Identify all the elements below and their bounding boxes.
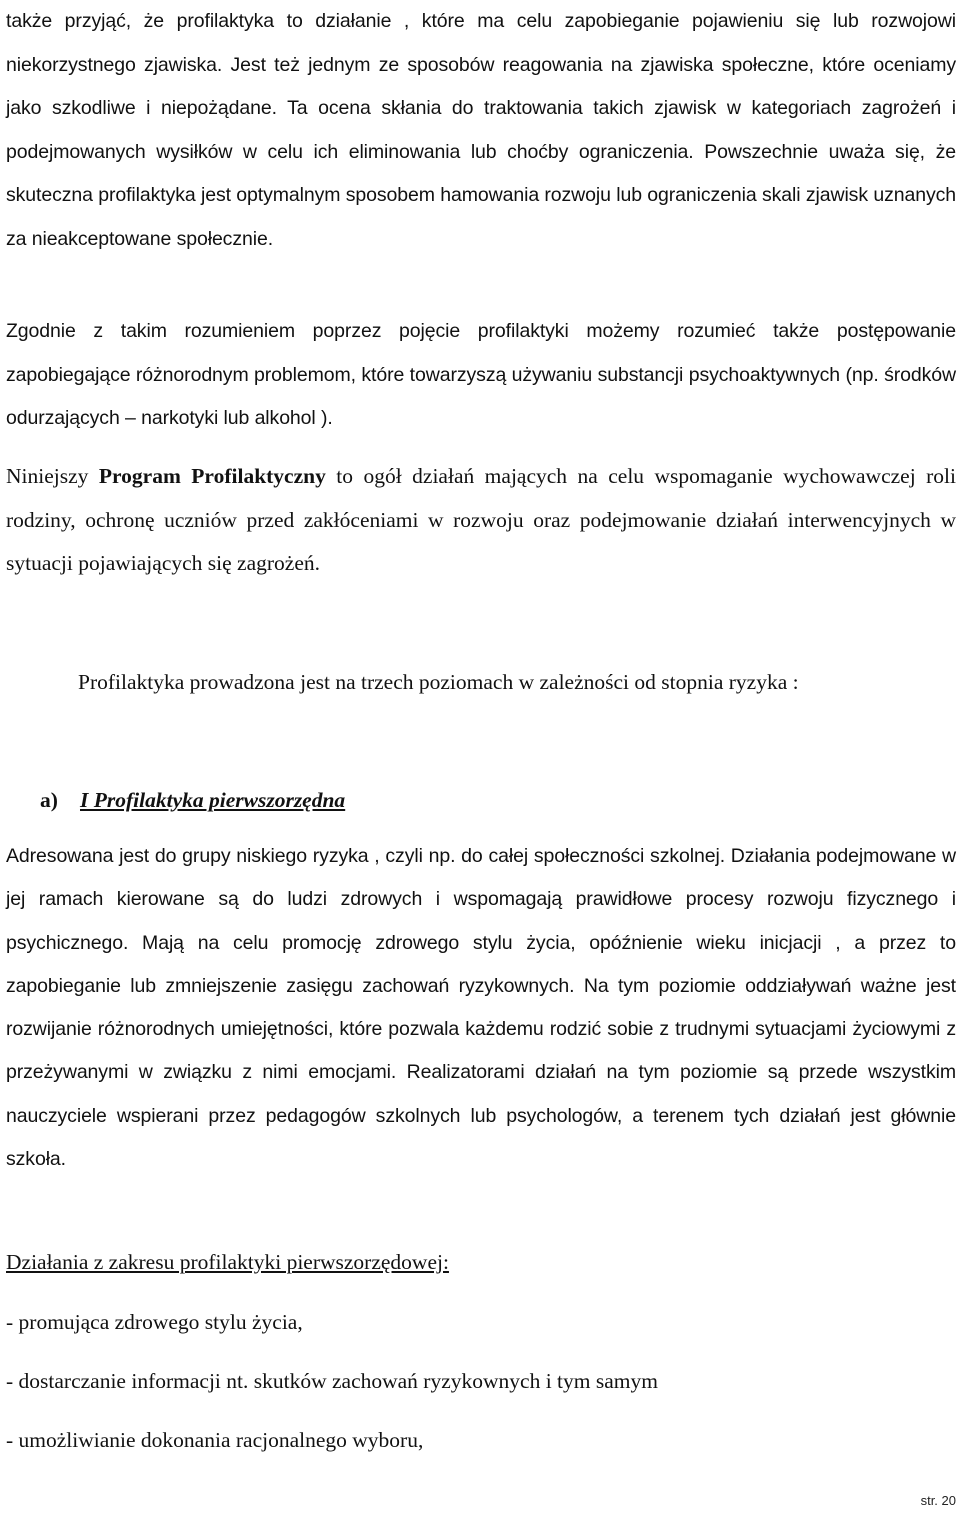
paragraph-prevention-understanding: Zgodnie z takim rozumieniem poprzez pojęcie profilaktyki możemy rozumieć także postępowanie zapobiegające różnorodnym problemom, które towarzyszą używaniu substancji psychoaktywnych (np. środków odurzających – narkotyki lub alkohol ). xyxy=(6,320,956,429)
levels-intro: Profilaktyka prowadzona jest na trzech poziomach w zależności od stopnia ryzyka : xyxy=(78,670,799,694)
list-item: - dostarczanie informacji nt. skutków zachowań ryzykownych i tym samym xyxy=(6,1369,658,1393)
list-item: - promująca zdrowego stylu życia, xyxy=(6,1310,303,1334)
paragraph-program-description xyxy=(6,455,956,586)
section-marker: a) xyxy=(40,788,58,812)
paragraph-prevention-definition: także przyjąć, że profilaktyka to działanie , które ma celu zapobieganie pojawieniu się lub rozwojowi niekorzystnego zjawiska. Jest też jednym ze sposobów reagowania na zjawiska społeczne, które oceniamy jako szkodliwe i niepożądane. Ta ocena skłania do traktowania takich zjawisk w kategoriach zagrożeń i podejmowanych wysiłków w celu ich eliminowania lub choćby ograniczenia. Powszechnie uważa się, że skuteczna profilaktyka jest optymalnym sposobem hamowania rozwoju lub ograniczenia skali zjawisk uznanych za nieakceptowane społecznie. xyxy=(6,10,956,250)
paragraph-primary-prevention: Adresowana jest do grupy niskiego ryzyka , czyli np. do całej społeczności szkolnej. Działania podejmowane w jej ramach kierowane są do ludzi zdrowych i wspomagają prawidłowe procesy rozwoju fizycznego i psychicznego. Mają na celu promocję zdrowego stylu życia, opóźnienie wieku inicjacji , a przez to zapobieganie lub zmniejszenie zasięgu zachowań ryzykownych. Na tym poziomie oddziaływań ważne jest rozwijanie różnorodnych umiejętności, które pozwala każdemu rodzić sobie z trudnymi sytuacjami życiowymi z przeżywanymi w związku z nimi emocjami. Realizatorami działań na tym poziomie są przede wszystkim nauczyciele wspierani przez pedagogów szkolnych lub psychologów, a terenem tych działań jest głównie szkoła. xyxy=(6,845,956,1171)
program-description-text: to ogół działań mających na celu wspomaganie wychowawczej roli rodziny, ochronę uczniów przed zakłóceniami w rozwoju oraz podejmowanie działań interwencyjnych w sytuacji pojawiających się zagrożeń. xyxy=(6,464,956,575)
program-name: Program Profilaktyczny xyxy=(98,464,326,488)
list-item: - umożliwianie dokonania racjonalnego wyboru, xyxy=(6,1428,424,1452)
page-number: str. 20 xyxy=(920,1493,956,1508)
section-title: I Profilaktyka pierwszorzędna xyxy=(80,788,346,812)
program-intro-text: Niniejszy xyxy=(6,464,99,488)
section-heading-primary-prevention xyxy=(40,783,345,817)
actions-heading: Działania z zakresu profilaktyki pierwszorzędowej: xyxy=(6,1250,449,1274)
